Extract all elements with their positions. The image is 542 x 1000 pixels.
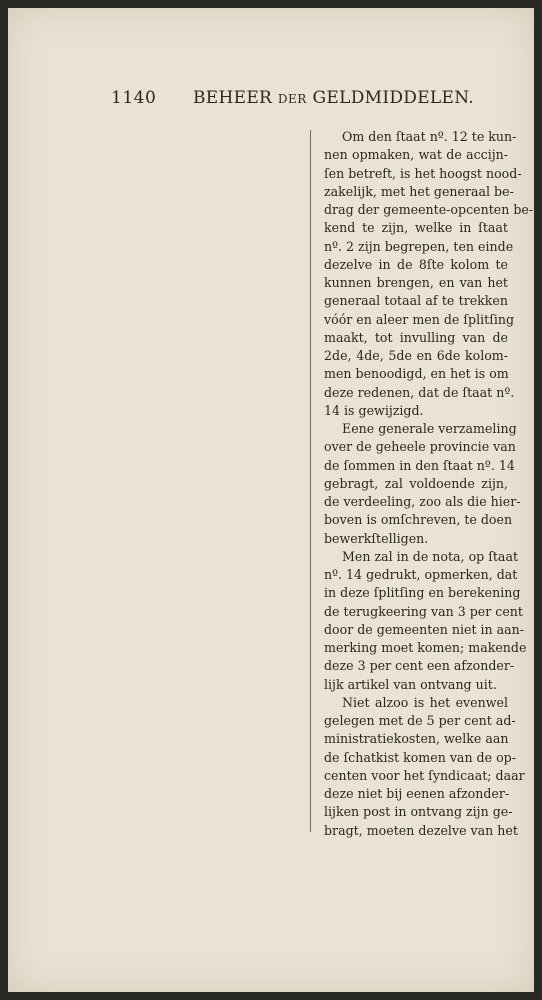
text-line: merking moet komen; makende [324,640,527,655]
text-line: nº. 2 zijn begrepen, ten einde [324,238,514,254]
text-line: de verdeeling, zoo als die hier- [324,494,521,509]
text-line: maakt, tot invulling van de [324,329,508,345]
text-line: door de gemeenten niet in aan- [324,621,525,637]
text-line: lijken post in ontvang zijn ge- [324,804,513,820]
text-line: drag der gemeente-opcenten be- [324,202,534,217]
running-title-small: DER [277,92,307,106]
text-column [324,128,534,840]
text-line: centen voor het ſyndicaat; daar [324,767,525,783]
text-line: de ſchatkist komen van de op- [324,749,516,765]
text-line: Men zal in de nota, op ſtaat [342,548,519,564]
running-title [193,88,474,108]
text-line: zakelijk, met het generaal be- [324,183,514,199]
text-line: men benoodigd, en het is om [324,366,509,382]
text-line: lijk artikel van ontvang uit. [324,676,497,692]
text-line: bragt, moeten dezelve van het [324,822,518,838]
text-line: de terugkeering van 3 per cent [324,603,523,619]
text-line: kunnen brengen, en van het [324,275,508,290]
text-line: de ſommen in den ſtaat nº. 14 [324,457,515,473]
text-line: bewerkſtelligen. [324,530,429,546]
column-rule [310,130,311,832]
text-line: 14 is gewijzigd. [324,402,424,418]
text-line: dezelve in de 8ſte kolom te [324,256,508,272]
text-line: gebragt, zal voldoende zijn, [324,475,508,491]
running-title-part1: BEHEER [193,88,273,108]
text-line: deze 3 per cent een afzonder- [324,658,515,674]
text-line: Niet alzoo is het evenwel [342,694,508,710]
book-page [8,8,534,992]
text-line: boven is omſchreven, te doen [324,512,513,528]
text-line: nº. 14 gedrukt, opmerken, dat [324,567,518,582]
text-line: gelegen met de 5 per cent ad- [324,713,516,728]
text-line: Om den ſtaat nº. 12 te kun- [342,129,517,144]
text-line: 2de, 4de, 5de en 6de kolom- [324,348,508,363]
text-line: ſen betreft, is het hoogst nood- [324,165,522,181]
page-number: 1140 [111,88,157,108]
text-line: in deze ſplitſing en berekening [324,585,521,601]
text-line: over de geheele provincie van [324,439,516,455]
text-line: nen opmaken, wat de accijn- [324,147,508,163]
text-line: generaal totaal af te trekken [324,293,508,309]
running-title-part2: GELDMIDDELEN. [312,88,475,108]
text-line: ministratiekosten, welke aan [324,731,509,747]
page-header [111,88,475,110]
text-line: vóór en aleer men de ſplitſing [324,311,515,327]
text-line: kend te zijn, welke in ſtaat [324,220,508,236]
text-line: deze niet bij eenen afzonder- [324,786,510,801]
text-line: deze redenen, dat de ſtaat nº. [324,384,515,400]
text-line: Eene generale verzameling [342,421,517,436]
